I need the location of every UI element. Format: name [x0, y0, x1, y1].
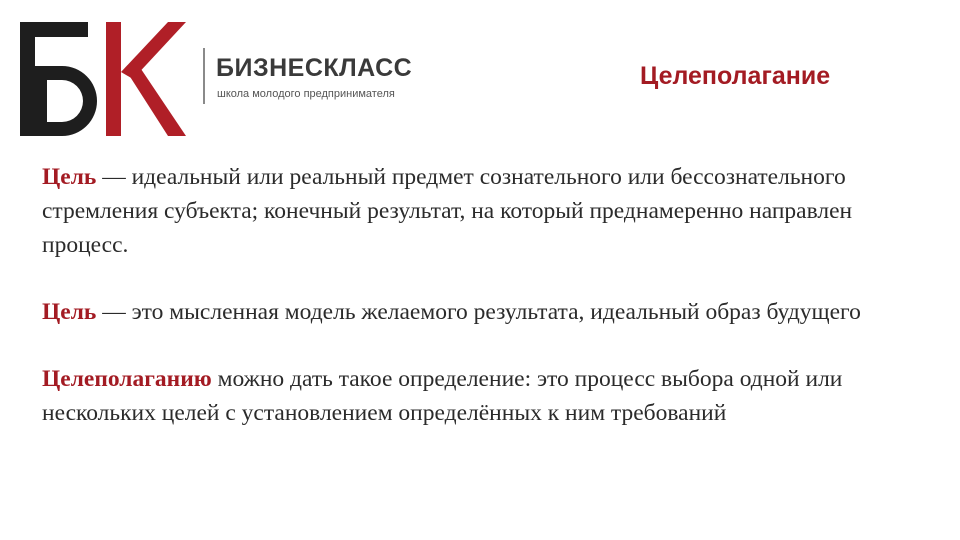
definition-paragraph: [42, 160, 922, 262]
definition-paragraph: [42, 362, 922, 430]
definition-text: — это мысленная модель желаемого результата, идеальный образ будущего: [96, 299, 861, 325]
bk-logo-icon: [18, 20, 188, 138]
definition-term: Цель: [42, 164, 97, 190]
definition-term: Цель: [42, 299, 97, 325]
definition-term: Целеполаганию: [42, 366, 212, 392]
definition-paragraph: [42, 295, 922, 329]
logo-divider: [203, 48, 205, 104]
definition-text: можно дать такое определение: это процесс выбора одной или нескольких целей с установлением определённых к ним требований: [42, 366, 843, 426]
definitions: [42, 160, 922, 430]
slide-title: Целеполагание: [640, 62, 831, 90]
brand-name: БИЗНЕСКЛАСС: [216, 54, 413, 82]
brand-tagline: школа молодого предпринимателя: [217, 88, 395, 100]
definition-text: — идеальный или реальный предмет сознательного или бессознательного стремления субъекта; конечный результат, на который преднамеренно направлен процесс.: [42, 164, 853, 258]
